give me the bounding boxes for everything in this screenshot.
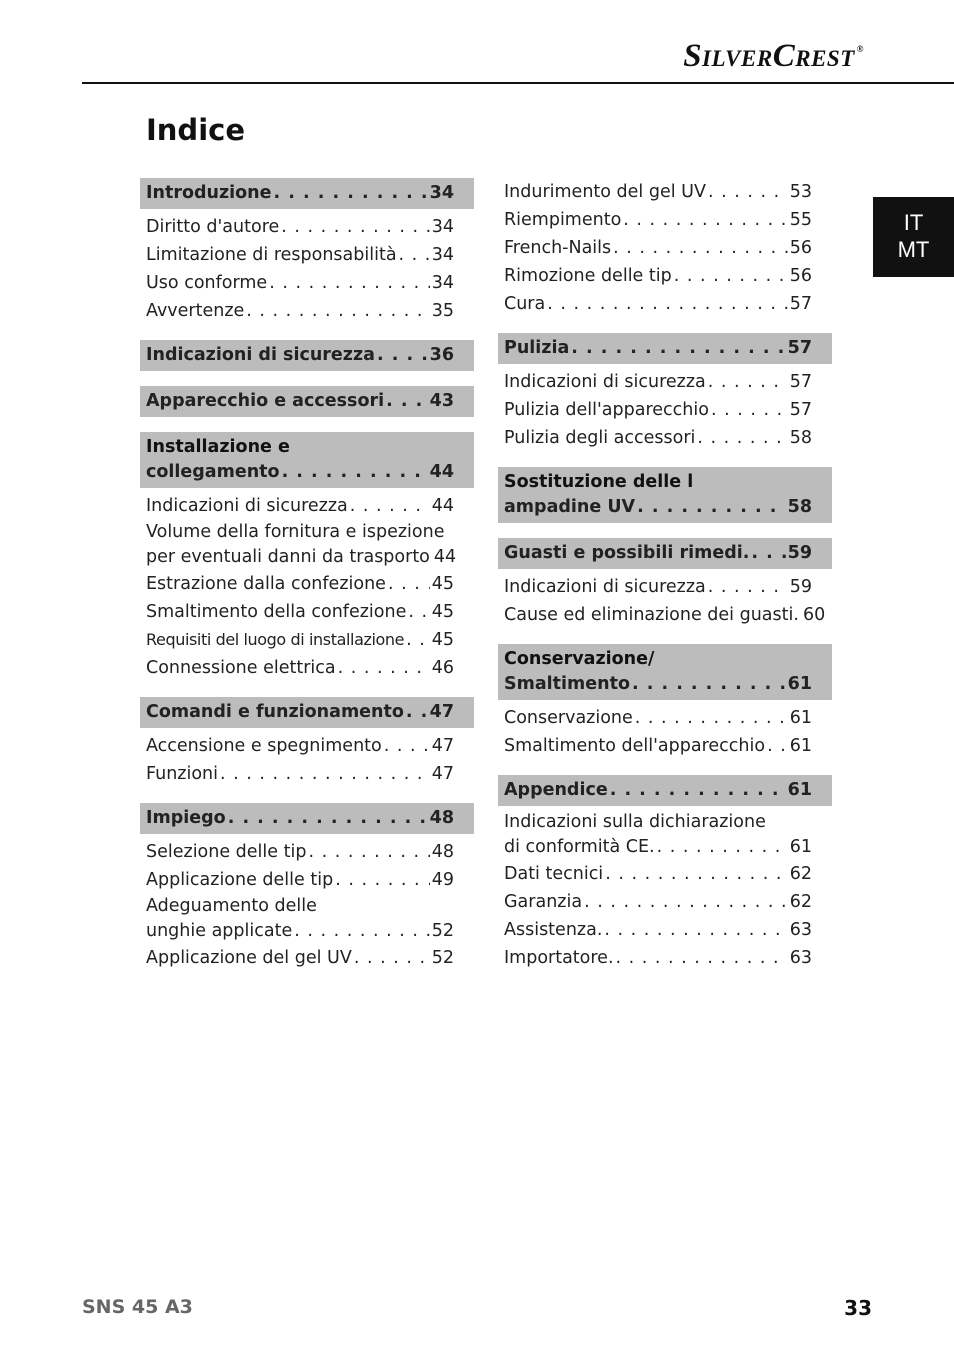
language-tab[interactable] bbox=[873, 197, 954, 277]
toc-section-heading[interactable] bbox=[498, 538, 832, 569]
heading-label: Comandi e funzionamento bbox=[146, 702, 404, 722]
leader-dots bbox=[604, 916, 787, 944]
toc-entry[interactable] bbox=[498, 944, 832, 972]
leader-dots bbox=[697, 424, 787, 452]
footer-page-number: 33 bbox=[844, 1296, 872, 1320]
toc-section bbox=[140, 178, 474, 325]
toc-section-heading[interactable] bbox=[140, 386, 474, 417]
entry-label: Estrazione dalla confezione bbox=[146, 574, 386, 594]
entry-label: di conformità CE. bbox=[504, 837, 655, 857]
page-number: 57 bbox=[787, 338, 812, 358]
toc-entry[interactable] bbox=[498, 573, 832, 601]
entry-label: Dati tecnici bbox=[504, 864, 604, 884]
page-number: 47 bbox=[429, 702, 454, 722]
heading-label: Smaltimento bbox=[504, 674, 630, 694]
page-number: 59 bbox=[787, 543, 812, 563]
toc-section-heading[interactable] bbox=[498, 467, 832, 523]
leader-dots bbox=[708, 573, 788, 601]
leader-dots bbox=[637, 495, 786, 520]
leader-dots bbox=[308, 838, 429, 866]
toc-entry[interactable] bbox=[498, 888, 832, 916]
toc-entry[interactable] bbox=[140, 732, 474, 760]
toc-entry[interactable] bbox=[140, 944, 474, 972]
page-number: 56 bbox=[789, 238, 812, 258]
page-number: 52 bbox=[431, 921, 454, 941]
toc-entry[interactable] bbox=[140, 570, 474, 598]
toc-entry[interactable] bbox=[140, 866, 474, 894]
entry-line: Indicazioni sulla dichiarazione bbox=[504, 812, 766, 832]
heading-label: Apparecchio e accessori bbox=[146, 391, 385, 411]
toc-entry[interactable] bbox=[140, 894, 474, 944]
toc-entry[interactable] bbox=[498, 424, 832, 452]
leader-dots bbox=[338, 654, 430, 682]
heading-label: Impiego bbox=[146, 808, 226, 828]
registered-mark: ® bbox=[856, 44, 864, 54]
toc-section-heading[interactable] bbox=[140, 432, 474, 488]
leader-dots bbox=[246, 297, 429, 325]
entry-label: French-Nails bbox=[504, 238, 612, 258]
toc-section bbox=[140, 697, 474, 788]
toc-section bbox=[498, 178, 832, 318]
leader-dots bbox=[613, 234, 788, 262]
page-number: 57 bbox=[789, 294, 812, 314]
entry-label: Cause ed eliminazione dei guasti. bbox=[504, 605, 799, 625]
page-number: 44 bbox=[431, 496, 454, 516]
page-number: 45 bbox=[431, 630, 454, 650]
toc-section bbox=[498, 775, 832, 972]
leader-dots bbox=[610, 778, 786, 803]
toc-section bbox=[140, 340, 474, 371]
entry-label: Applicazione del gel UV bbox=[146, 948, 352, 968]
toc-entry[interactable] bbox=[140, 626, 474, 654]
leader-dots bbox=[635, 704, 788, 732]
toc-entry[interactable] bbox=[498, 262, 832, 290]
page-number: 60 bbox=[802, 605, 826, 625]
heading-label: Guasti e possibili rimedi. bbox=[504, 543, 750, 563]
page-number: 59 bbox=[789, 577, 812, 597]
toc-entry[interactable] bbox=[498, 704, 832, 732]
toc-section-heading[interactable] bbox=[140, 803, 474, 834]
page-number: 45 bbox=[431, 602, 454, 622]
toc-section-heading[interactable] bbox=[140, 178, 474, 209]
toc-entry[interactable] bbox=[140, 760, 474, 788]
page-title: Indice bbox=[146, 113, 245, 147]
page-number: 61 bbox=[789, 736, 812, 756]
entry-label: Applicazione delle tip bbox=[146, 870, 334, 890]
entry-label: Riempimento bbox=[504, 210, 622, 230]
leader-dots bbox=[281, 213, 429, 241]
entry-label: unghie applicate bbox=[146, 921, 293, 941]
toc-section bbox=[498, 538, 832, 629]
page-number: 34 bbox=[431, 245, 454, 265]
entry-label: Garanzia bbox=[504, 892, 583, 912]
leader-dots bbox=[354, 944, 430, 972]
heading-line: Conservazione/ bbox=[504, 649, 655, 669]
leader-dots bbox=[399, 241, 430, 269]
page-number: 49 bbox=[431, 870, 454, 890]
heading-label: ampadine UV bbox=[504, 497, 636, 517]
toc-section bbox=[140, 432, 474, 682]
leader-dots bbox=[408, 598, 429, 626]
page-number: 55 bbox=[789, 210, 812, 230]
leader-dots bbox=[335, 866, 430, 894]
toc-entry[interactable] bbox=[140, 241, 474, 269]
brand-crest: Crest bbox=[772, 38, 855, 74]
leader-dots bbox=[623, 206, 787, 234]
toc-entry[interactable] bbox=[140, 297, 474, 325]
toc-section bbox=[498, 467, 832, 523]
page-number: 43 bbox=[429, 391, 454, 411]
page-number: 53 bbox=[789, 182, 812, 202]
page-number: 58 bbox=[789, 428, 812, 448]
heading-label: Pulizia bbox=[504, 338, 570, 358]
leader-dots bbox=[228, 806, 428, 831]
toc-section bbox=[140, 803, 474, 972]
leader-dots bbox=[269, 269, 430, 297]
page-number: 44 bbox=[429, 462, 454, 482]
entry-label: Diritto d'autore bbox=[146, 217, 280, 237]
brand-logo bbox=[683, 38, 864, 75]
entry-label: Pulizia dell'apparecchio bbox=[504, 400, 709, 420]
toc-entry[interactable] bbox=[140, 269, 474, 297]
page-number: 44 bbox=[433, 547, 457, 567]
toc-column-left bbox=[140, 178, 474, 987]
entry-label: Connessione elettrica bbox=[146, 658, 336, 678]
toc-section-heading[interactable] bbox=[498, 644, 832, 700]
page-number: 48 bbox=[431, 842, 454, 862]
toc-section bbox=[498, 644, 832, 760]
entry-label: Pulizia degli accessori bbox=[504, 428, 696, 448]
toc-entry[interactable] bbox=[498, 601, 832, 629]
page-number: 61 bbox=[787, 674, 812, 694]
page-number: 34 bbox=[431, 217, 454, 237]
toc-entry[interactable] bbox=[498, 206, 832, 234]
entry-label: Assistenza. bbox=[504, 920, 603, 940]
entry-label: Uso conforme bbox=[146, 273, 268, 293]
leader-dots bbox=[350, 492, 430, 520]
leader-dots bbox=[406, 626, 430, 654]
entry-label: Funzioni bbox=[146, 764, 218, 784]
leader-dots bbox=[751, 541, 785, 566]
leader-dots bbox=[632, 672, 786, 697]
heading-label: Introduzione bbox=[146, 183, 272, 203]
entry-line: Adeguamento delle bbox=[146, 896, 317, 916]
page-number: 58 bbox=[787, 497, 812, 517]
leader-dots bbox=[605, 860, 788, 888]
toc-section bbox=[140, 386, 474, 417]
toc-section bbox=[498, 333, 832, 452]
page-number: 46 bbox=[431, 658, 454, 678]
toc-section-heading[interactable] bbox=[498, 333, 832, 364]
toc-entry[interactable] bbox=[498, 234, 832, 262]
page-number: 57 bbox=[789, 400, 812, 420]
leader-dots bbox=[674, 262, 788, 290]
page-number: 35 bbox=[431, 301, 454, 321]
toc-entry[interactable] bbox=[140, 654, 474, 682]
page-number: 45 bbox=[431, 574, 454, 594]
page-number: 61 bbox=[789, 837, 812, 857]
toc-section-heading[interactable] bbox=[140, 340, 474, 371]
toc-entry[interactable] bbox=[498, 916, 832, 944]
leader-dots bbox=[571, 336, 785, 361]
heading-line: Installazione e bbox=[146, 437, 290, 457]
leader-dots bbox=[616, 944, 788, 972]
entry-label: Indicazioni di sicurezza bbox=[146, 496, 348, 516]
leader-dots bbox=[220, 760, 430, 788]
page-number: 61 bbox=[789, 708, 812, 728]
entry-label: Smaltimento dell'apparecchio bbox=[504, 736, 766, 756]
toc-entry[interactable] bbox=[498, 732, 832, 760]
toc-entry[interactable] bbox=[498, 810, 832, 860]
page-number: 57 bbox=[789, 372, 812, 392]
lang-mt: MT bbox=[897, 237, 930, 262]
entry-label: per eventuali danni da trasporto bbox=[146, 547, 430, 567]
header-rule bbox=[82, 82, 954, 84]
toc-section-heading[interactable] bbox=[498, 775, 832, 806]
leader-dots bbox=[547, 290, 787, 318]
page-number: 63 bbox=[789, 920, 812, 940]
toc-entry[interactable] bbox=[498, 290, 832, 318]
entry-label: Indicazioni di sicurezza bbox=[504, 577, 706, 597]
toc-entry[interactable] bbox=[498, 860, 832, 888]
entry-label: Limitazione di responsabilità bbox=[146, 245, 397, 265]
entry-label: Conservazione bbox=[504, 708, 633, 728]
page-number: 34 bbox=[431, 273, 454, 293]
leader-dots bbox=[274, 181, 428, 206]
leader-dots bbox=[388, 570, 430, 598]
page-number: 61 bbox=[787, 780, 812, 800]
leader-dots bbox=[294, 919, 430, 944]
leader-dots bbox=[708, 368, 788, 396]
entry-label: Requisiti del luogo di installazione bbox=[146, 630, 405, 649]
entry-label: Smaltimento della confezione bbox=[146, 602, 407, 622]
leader-dots bbox=[386, 389, 428, 414]
page-number: 62 bbox=[789, 892, 812, 912]
page-number: 36 bbox=[429, 345, 454, 365]
leader-dots bbox=[377, 343, 428, 368]
toc-entry[interactable] bbox=[140, 520, 474, 570]
heading-label: Indicazioni di sicurezza bbox=[146, 345, 375, 365]
leader-dots bbox=[711, 396, 788, 424]
page-number: 62 bbox=[789, 864, 812, 884]
page-number: 48 bbox=[429, 808, 454, 828]
leader-dots bbox=[584, 888, 788, 916]
toc-entry[interactable] bbox=[140, 492, 474, 520]
page-number: 56 bbox=[789, 266, 812, 286]
toc-entry[interactable] bbox=[140, 213, 474, 241]
page-number: 63 bbox=[789, 948, 812, 968]
leader-dots bbox=[767, 732, 788, 760]
footer-model: SNS 45 A3 bbox=[82, 1296, 193, 1318]
toc-column-right bbox=[498, 178, 832, 987]
entry-label: Avvertenze bbox=[146, 301, 245, 321]
page-number: 52 bbox=[431, 948, 454, 968]
toc-entry[interactable] bbox=[140, 598, 474, 626]
heading-line: Sostituzione delle l bbox=[504, 472, 694, 492]
entry-label: Cura bbox=[504, 294, 546, 314]
toc-entry[interactable] bbox=[498, 178, 832, 206]
leader-dots bbox=[406, 700, 428, 725]
entry-label: Selezione delle tip bbox=[146, 842, 307, 862]
page-number: 47 bbox=[431, 764, 454, 784]
page-number: 47 bbox=[431, 736, 454, 756]
entry-label: Indicazioni di sicurezza bbox=[504, 372, 706, 392]
toc-section-heading[interactable] bbox=[140, 697, 474, 728]
entry-label: Indurimento del gel UV bbox=[504, 182, 706, 202]
leader-dots bbox=[708, 178, 788, 206]
toc-entry[interactable] bbox=[498, 368, 832, 396]
leader-dots bbox=[282, 460, 428, 485]
entry-line: Volume della fornitura e ispezione bbox=[146, 522, 445, 542]
toc-entry[interactable] bbox=[140, 838, 474, 866]
toc-entry[interactable] bbox=[498, 396, 832, 424]
entry-label: Accensione e spegnimento bbox=[146, 736, 382, 756]
heading-label: Appendice bbox=[504, 780, 608, 800]
leader-dots bbox=[657, 835, 788, 860]
heading-label: collegamento bbox=[146, 462, 280, 482]
entry-label: Rimozione delle tip bbox=[504, 266, 672, 286]
lang-it: IT bbox=[903, 210, 924, 235]
brand-silver: Silver bbox=[683, 38, 773, 74]
leader-dots bbox=[384, 732, 430, 760]
page-number: 34 bbox=[429, 183, 454, 203]
entry-label: Importatore. bbox=[504, 948, 614, 968]
